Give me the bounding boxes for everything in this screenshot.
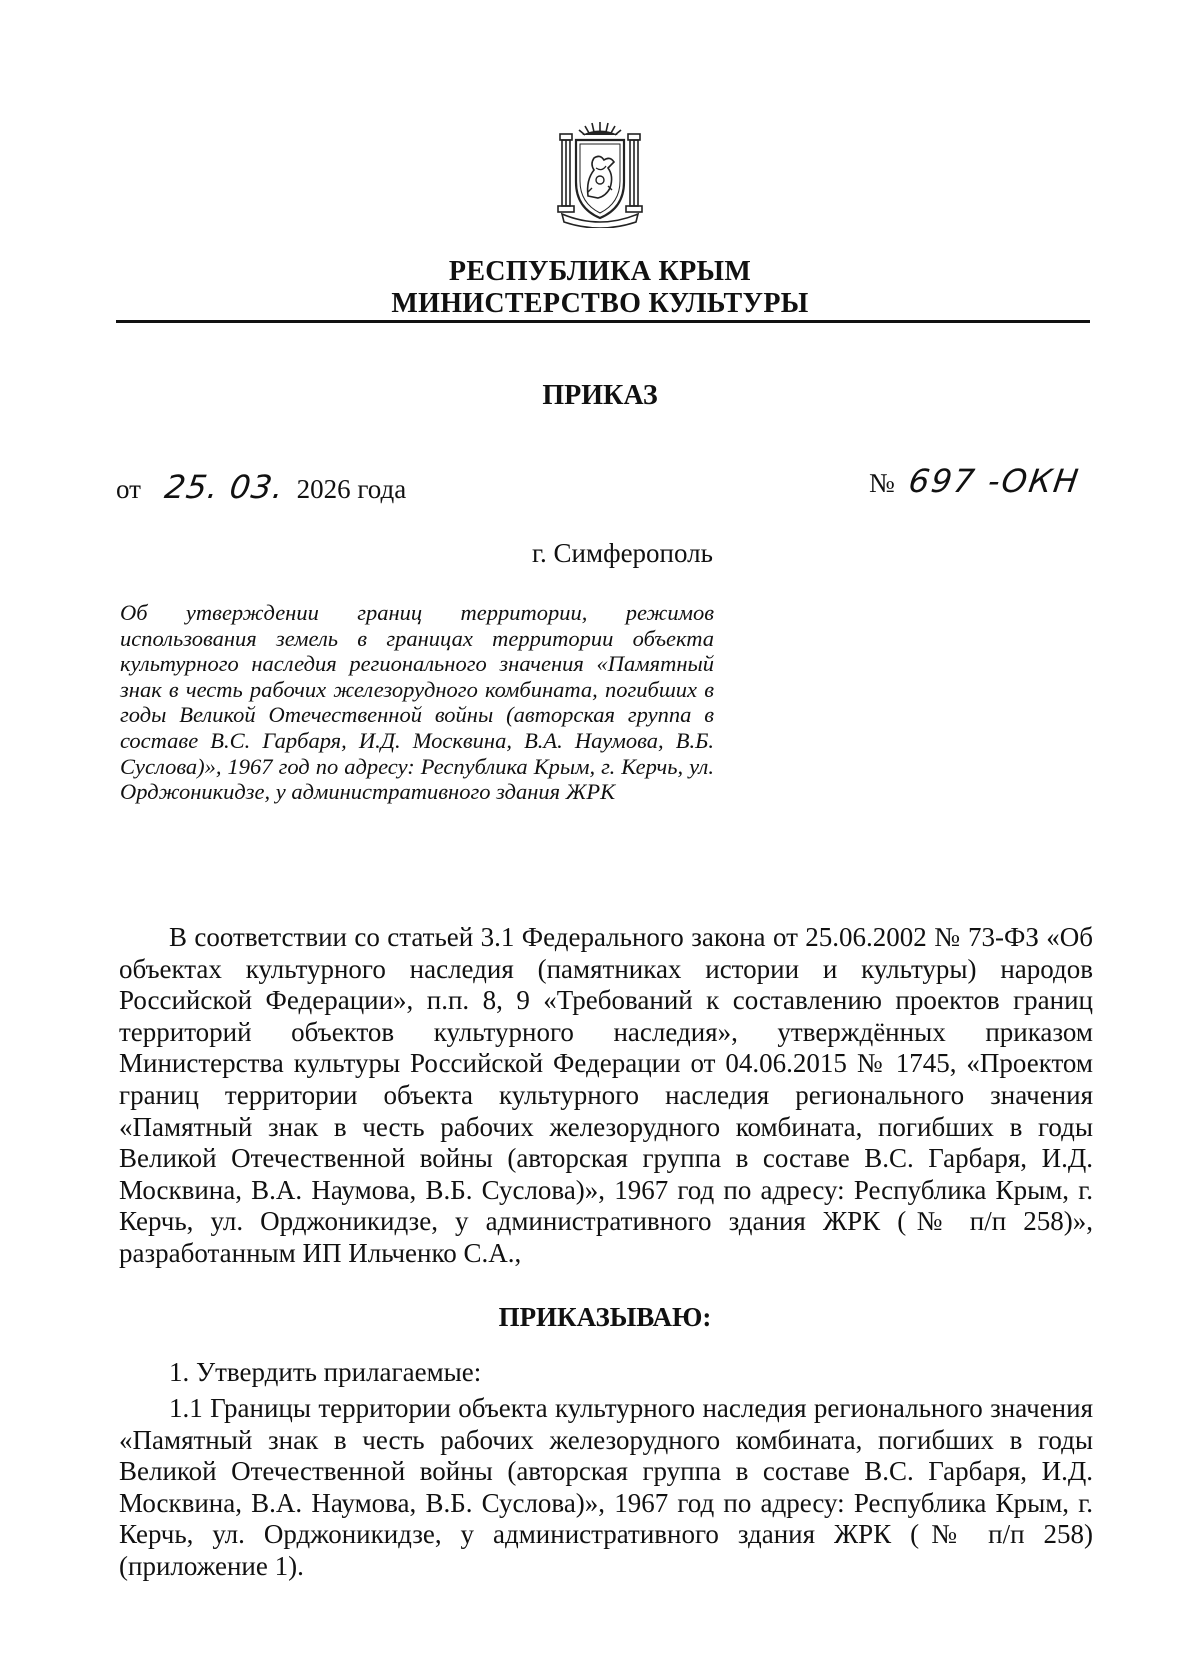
org-name-line2: МИНИСТЕРСТВО КУЛЬТУРЫ — [391, 288, 809, 319]
preamble-paragraph: В соответствии со статьей 3.1 Федерального закона от 25.06.2002 № 73-ФЗ «Об объектах культурного наследия (памятниках истории и культуры) народов Российской Федерации», п.п. 8, 9 «Требований к составлению проектов границ территорий объектов культурного наследия», утверждённых приказом Министерства культуры Российской Федерации от 04.06.2015 № 1745, «Проектом границ территории объекта культурного наследия регионального значения «Памятный знак в честь рабочих железорудного комбината, погибших в годы Великой Отечественной войны (авторская группа в составе В.С. Гарбаря, И.Д. Москвина, В.А. Наумова, В.Б. Суслова)», 1967 год по адресу: Республика Крым, г. Керчь, ул. Орджоникидзе, у административного здания ЖРК (№ п/п 258)», разработанным ИП Ильченко С.А., — [119, 922, 1093, 1268]
order-item-1-1: 1.1 Границы территории объекта культурного наследия регионального значения «Памятный знак в честь рабочих железорудного комбината, погибших в годы Великой Отечественной войны (авторская группа в составе В.С. Гарбаря, И.Д. Москвина, В.А. Наумова, В.Б. Суслова)», 1967 год по адресу: Республика Крым, г. Керчь, ул. Орджоникидзе, у административного здания ЖРК (№ п/п 258) (приложение 1). — [119, 1393, 1093, 1581]
date-prefix: от — [116, 474, 141, 504]
date-handwritten: 25. 03. — [162, 468, 287, 506]
document-type: ПРИКАЗ — [542, 380, 658, 411]
org-name-line1: РЕСПУБЛИКА КРЫМ — [448, 256, 752, 287]
document-city: г. Симферополь — [532, 538, 713, 568]
document-subject: Об утверждении границ территории, режимов использования земель в границах территории объекта культурного наследия регионального значения «Памятный знак в честь рабочих железорудного комбината, погибших в годы Великой Отечественной войны (авторская группа в составе В.С. Гарбаря, И.Д. Москвина, В.А. Наумова, В.Б. Суслова)», 1967 год по адресу: Республика Крым, г. Керчь, ул. Орджоникидзе, у административного здания ЖРК — [120, 600, 714, 805]
document-number — [869, 462, 1083, 500]
order-item-1: 1. Утвердить прилагаемые: — [169, 1357, 482, 1387]
number-handwritten: 697 -ОКН — [906, 462, 1083, 500]
number-prefix: № — [869, 468, 895, 498]
date-suffix: 2026 года — [296, 474, 407, 504]
header-divider — [116, 320, 1090, 323]
order-heading: ПРИКАЗЫВАЮ: — [498, 1302, 712, 1332]
crimea-coat-of-arms-icon — [552, 118, 648, 228]
document-date — [116, 468, 406, 506]
